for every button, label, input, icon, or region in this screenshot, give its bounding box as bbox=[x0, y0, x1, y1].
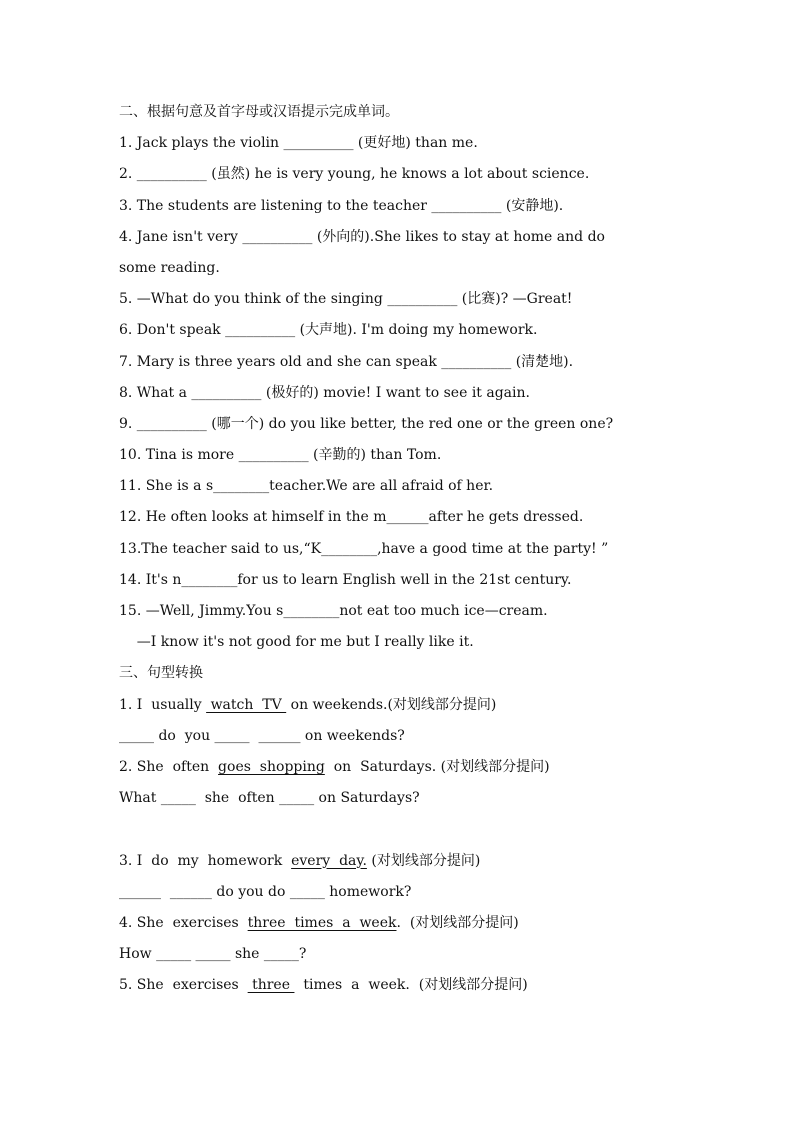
section2-item-1: 1. Jack plays the violin __________ (更好地) than me. bbox=[119, 135, 478, 152]
section2-item-11: 11. She is a s________teacher.We are all afraid of her. bbox=[119, 478, 494, 495]
q1-underlined-phrase: watch TV bbox=[206, 696, 287, 713]
q4-text-before: 4. She exercises bbox=[119, 914, 248, 931]
q5-text-before: 5. She exercises bbox=[119, 977, 248, 994]
q2-underlined-phrase: goes shopping bbox=[218, 758, 325, 775]
section2-item-10: 10. Tina is more __________ (辛勤的) than Tom. bbox=[119, 447, 442, 464]
section3-q1 bbox=[119, 690, 689, 721]
section3-q1-answer-line: _____ do you _____ ______ on weekends? bbox=[119, 727, 405, 744]
q3-underlined-phrase: every day. bbox=[291, 852, 367, 869]
section2-item-13: 13.The teacher said to us,“K________,have a good time at the party! ” bbox=[119, 540, 609, 557]
section2-item-12: 12. He often looks at himself in the m______after he gets dressed. bbox=[119, 509, 584, 526]
section2-item-4: 4. Jane isn't very __________ (外向的).She likes to stay at home and do bbox=[119, 228, 605, 245]
worksheet-content bbox=[119, 97, 689, 1001]
section3-q5 bbox=[119, 970, 689, 1001]
q2-text-after: on Saturdays. (对划线部分提问) bbox=[324, 758, 550, 775]
section3-q2-answer-line: What _____ she often _____ on Saturdays? bbox=[119, 790, 420, 807]
q4-underlined-phrase: three times a week bbox=[247, 914, 397, 931]
q3-text-before: 3. I do my homework bbox=[119, 852, 292, 869]
section2-heading: 二、根据句意及首字母或汉语提示完成单词。 bbox=[119, 104, 399, 120]
section2-item-14: 14. It's n________for us to learn English well in the 21st century. bbox=[119, 571, 572, 588]
q3-text-after: (对划线部分提问) bbox=[366, 852, 481, 869]
section3-q3 bbox=[119, 846, 689, 877]
q5-underlined-phrase: three bbox=[247, 977, 295, 994]
section3-q4 bbox=[119, 908, 689, 939]
q4-text-after: . (对划线部分提问) bbox=[396, 914, 519, 931]
section3-q4-answer-line: How _____ _____ she _____? bbox=[119, 946, 307, 963]
section2-item-15: 15. —Well, Jimmy.You s________not eat too much ice—cream. bbox=[119, 603, 548, 619]
section2-item-5: 5. —What do you think of the singing __________ (比赛)? —Great! bbox=[119, 291, 573, 308]
q1-text-after: on weekends.(对划线部分提问) bbox=[286, 696, 497, 713]
spacer bbox=[119, 814, 689, 845]
section2-item-4-continued: some reading. bbox=[119, 259, 220, 276]
section3-q2 bbox=[119, 752, 689, 783]
section2-item-6: 6. Don't speak __________ (大声地). I'm doing my homework. bbox=[119, 322, 538, 339]
q2-text-before: 2. She often bbox=[119, 758, 219, 775]
section2-item-15-reply: —I know it's not good for me but I really like it. bbox=[119, 634, 474, 651]
section2-item-3: 3. The students are listening to the teacher __________ (安静地). bbox=[119, 197, 564, 214]
section3-q3-answer-line: ______ ______ do you do _____ homework? bbox=[119, 883, 412, 900]
section2-item-2: 2. __________ (虽然) he is very young, he knows a lot about science. bbox=[119, 166, 590, 183]
section2-item-8: 8. What a __________ (极好的) movie! I want to see it again. bbox=[119, 384, 530, 401]
section2-item-9: 9. __________ (哪一个) do you like better, the red one or the green one? bbox=[119, 415, 614, 432]
section3-heading: 三、句型转换 bbox=[119, 665, 203, 682]
section2-item-7: 7. Mary is three years old and she can speak __________ (清楚地). bbox=[119, 353, 574, 370]
q5-text-after: times a week. (对划线部分提问) bbox=[294, 977, 528, 994]
q1-text-before: 1. I usually bbox=[119, 696, 207, 713]
